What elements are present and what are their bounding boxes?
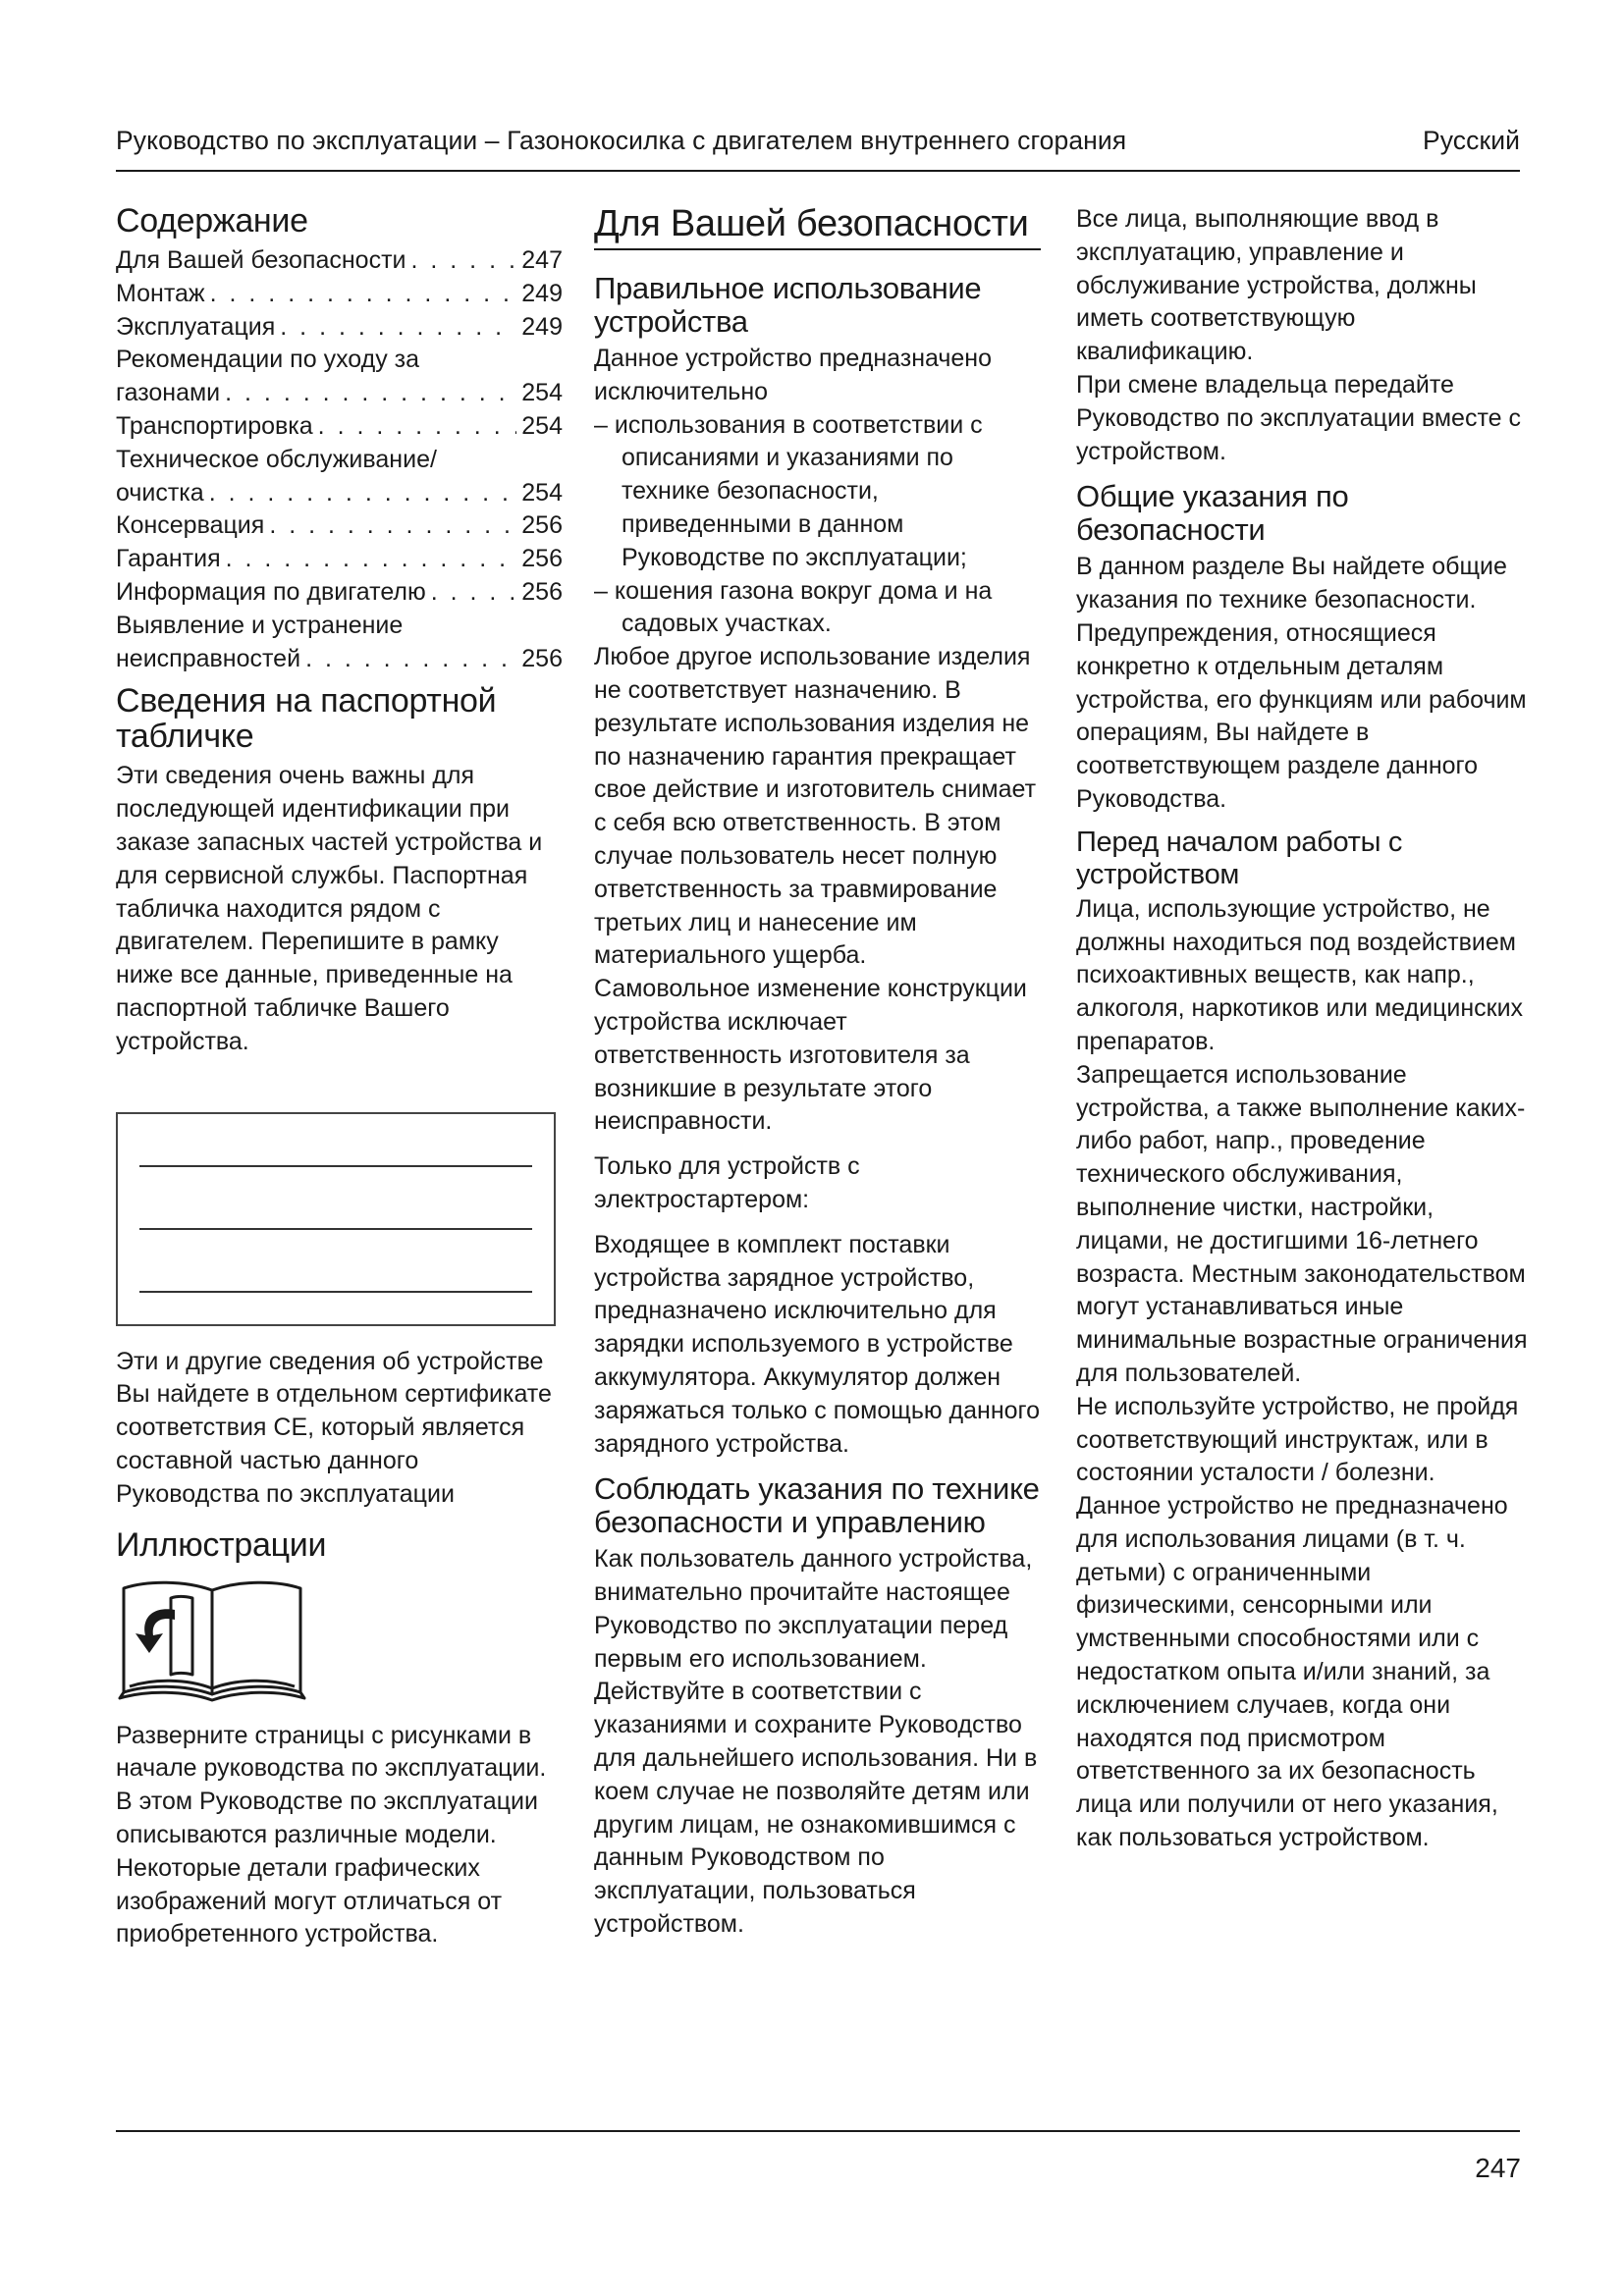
general-safety-heading: Общие указания по безопасности (1076, 479, 1349, 548)
toc-item-label-prefix: Техническое обслуживание/ (116, 445, 437, 473)
intended-use-intro: Данное устройство предназначено исключительно (594, 345, 993, 405)
illustrations-text: В этом Руководстве по эксплуатации описываются различные модели. Некоторые детали графических изображений могут отличаться от приобретенного устройства. (116, 1788, 538, 1949)
illustrations-heading: Иллюстрации (116, 1525, 327, 1564)
before-work-heading: Перед началом работы с устройством (1076, 826, 1403, 890)
toc-item-label-prefix: Рекомендации по уходу за (116, 346, 420, 374)
electro-starter-text: Входящее в комплект поставки устройства зарядное устройство, предназначено исключительно для зарядки используемого в устройстве аккумулятора. Аккумулятор должен заряжаться только с помощью данного зарядного устройства. (594, 1230, 1041, 1458)
toc-item-page: 249 (521, 312, 563, 341)
column-right (1076, 203, 1533, 1855)
entry-line (139, 1165, 532, 1167)
general-safety-text: В данном разделе Вы найдете общие указания по технике безопасности. Предупреждения, относящиеся конкретно к отдельным деталям устройства, его функциям или рабочим операциям, Вы найдете в соответствующем разделе данного Руководства. (1076, 553, 1527, 813)
toc-item-page: 247 (521, 246, 563, 274)
toc-item-page: 249 (521, 279, 563, 307)
illustrations-text: Разверните страницы с рисунками в начале руководства по эксплуатации. (116, 1721, 547, 1783)
toc-item-label: Для Вашей безопасности (116, 246, 406, 274)
toc-item-page: 256 (521, 545, 563, 573)
toc-item-label: Эксплуатация (116, 312, 276, 341)
toc-item-label-prefix: Выявление и устранение (116, 611, 404, 639)
toc-item[interactable] (116, 444, 563, 510)
table-of-contents (116, 244, 563, 675)
nameplate-entry-box (116, 1112, 556, 1326)
body-paragraph: Самовольное изменение конструкции устройства исключает ответственность изготовителя за возникшие в результате этого неисправности. (594, 975, 1027, 1136)
body-paragraph: Любое другое использование изделия не соответствует назначению. В результате использования изделия не по назначению гарантия прекращает свое действие и изготовитель снимает с себя всю ответственность. В этом случае пользователь несет полную ответственность за травмирование третьих лиц и нанесение им материального ущерба. (594, 643, 1037, 970)
body-paragraph: При смене владельца передайте Руководство по эксплуатации вместе с устройством. (1076, 370, 1521, 465)
toc-item[interactable] (116, 244, 563, 278)
header-rule (116, 170, 1520, 172)
toc-item-page: 254 (521, 478, 563, 507)
safety-heading: Для Вашей безопасности (594, 203, 1041, 250)
toc-heading: Содержание (116, 202, 308, 240)
open-book-icon (116, 1576, 308, 1704)
toc-item-label: Транспортировка (116, 411, 313, 440)
electro-starter-heading: Только для устройств с электростартером: (594, 1152, 860, 1213)
toc-item[interactable] (116, 509, 563, 543)
entry-line (139, 1228, 532, 1230)
nameplate-text: Эти сведения очень важны для последующей идентификации при заказе запасных частей устройства и для сервисной службы. Паспортная табличка находится рядом с двигателем. Перепишите в рамку ниже все данные, приведенные на паспортной табличке Вашего устройства. (116, 762, 543, 1055)
toc-item[interactable] (116, 576, 563, 610)
toc-item-page: 256 (521, 577, 563, 606)
body-paragraph: Не используйте устройство, не пройдя соответствующий инструктаж, или в состоянии усталости / болезни. (1076, 1392, 1519, 1487)
page-header (116, 126, 1520, 156)
body-paragraph: Лица, использующие устройство, не должны находиться под воздействием психоактивных веществ, как напр., алкоголя, наркотиков или медицинских препаратов. (1076, 894, 1524, 1055)
toc-item-label: Консервация (116, 511, 265, 540)
toc-item[interactable] (116, 410, 563, 444)
toc-item-label: Гарантия (116, 545, 221, 573)
toc-item[interactable] (116, 543, 563, 576)
list-item: – использования в соответствии с описаниями и указаниями по технике безопасности, приведенными в данном Руководстве по эксплуатации; (594, 410, 983, 571)
toc-item[interactable] (116, 344, 563, 410)
body-paragraph: Все лица, выполняющие ввод в эксплуатацию, управление и обслуживание устройства, должны иметь соответствующую квалификацию. (1076, 205, 1477, 366)
list-item: – кошения газона вокруг дома и на садовых участках. (594, 576, 993, 638)
nameplate-after-box-text: Эти и другие сведения об устройстве Вы найдете в отдельном сертификате соответствия CE, который является составной частью данного Руководства по эксплуатации (116, 1347, 552, 1508)
body-paragraph: Запрещается использование устройства, а также выполнение каких-либо работ, напр., проведение технического обслуживания, выполнение чистки, настройки, лицами, не достигшими 16-летнего возраста. Местным законодательством могут устанавливаться иные минимальные возрастные ограничения для пользователей. (1076, 1060, 1528, 1387)
toc-item-label: газонами (116, 379, 221, 407)
body-paragraph: Данное устройство не предназначено для использования лицами (в т. ч. детьми) с ограниченными физическими, сенсорными или умственными способностями или с недостатком опыта и/или знаний, за исключением случаев, когда они находятся под присмотром ответственного за их безопасность лица или получили от него указания, как пользоваться устройством. (1076, 1492, 1508, 1852)
language-label: Русский (1422, 126, 1520, 155)
nameplate-heading: Сведения на паспортной табличке (116, 682, 497, 756)
toc-item-page: 254 (521, 379, 563, 407)
toc-item[interactable] (116, 278, 563, 311)
entry-line (139, 1291, 532, 1293)
toc-item-label: Информация по двигателю (116, 577, 426, 606)
document-title: Руководство по эксплуатации – Газонокосилка с двигателем внутреннего сгорания (116, 126, 1127, 155)
page-number: 247 (1475, 2153, 1521, 2183)
toc-item-label: Монтаж (116, 279, 205, 307)
toc-item[interactable] (116, 311, 563, 345)
toc-item-page: 256 (521, 644, 563, 672)
footer-rule (116, 2130, 1520, 2132)
toc-item-page: 254 (521, 411, 563, 440)
observe-instructions-text: Как пользователь данного устройства, внимательно прочитайте настоящее Руководство по эксплуатации перед первым его использованием. Действуйте в соответствии с указаниями и сохраните Руководство для дальнейшего использования. Ни в коем случае не позволяйте детям или другим лицам, не ознакомившимся с данным Руководством по эксплуатации, пользоваться устройством. (594, 1545, 1038, 1939)
column-left (116, 203, 563, 1951)
column-middle (594, 203, 1041, 1942)
toc-item-page: 256 (521, 511, 563, 540)
toc-item[interactable] (116, 610, 563, 676)
intended-use-list (594, 409, 1041, 642)
toc-item-label: очистка (116, 478, 204, 507)
intended-use-heading: Правильное использование устройства (594, 271, 982, 339)
toc-item-label: неисправностей (116, 644, 301, 672)
observe-instructions-heading: Соблюдать указания по технике безопасности и управлению (594, 1471, 1040, 1540)
